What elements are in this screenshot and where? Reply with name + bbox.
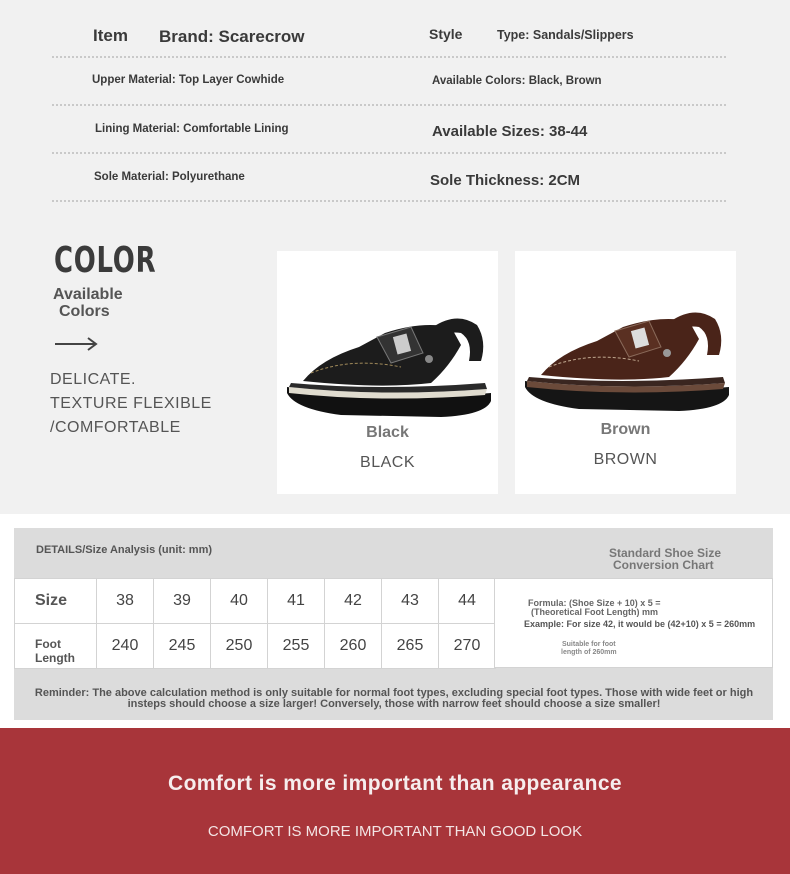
conversion-title-line-1: Standard Shoe Size (609, 546, 722, 560)
conversion-title-line-2: Conversion Chart (613, 558, 714, 572)
foot-length-cell: 255 (268, 624, 325, 669)
size-reminder: Reminder: The above calculation method is only suitable for normal foot types, excluding special foot types. Those with wide feet or high insteps should choose a size larger! Conversely, those with narrow feet should choose a size smaller! (34, 687, 754, 710)
size-cell: 39 (154, 579, 211, 624)
foot-length-row (15, 624, 496, 669)
size-table (14, 578, 496, 669)
size-header: Size (15, 579, 97, 624)
desc-line-1: DELICATE. (50, 371, 136, 388)
suitable-note (561, 641, 617, 657)
sole-thickness-spec: Sole Thickness: 2CM (430, 172, 581, 189)
size-cell: 43 (382, 579, 439, 624)
foot-length-cell: 250 (211, 624, 268, 669)
foot-length-cell: 245 (154, 624, 211, 669)
color-heading: COLOR (54, 240, 157, 281)
color-option-black[interactable] (277, 251, 498, 494)
style-label: Style (429, 26, 463, 42)
formula-box (494, 578, 773, 668)
foot-length-cell: 240 (97, 624, 154, 669)
suitable-line-2: length of 260mm (561, 649, 617, 656)
size-cell: 44 (439, 579, 496, 624)
spec-row (52, 58, 726, 106)
size-row (15, 579, 496, 624)
foot-length-cell: 270 (439, 624, 496, 669)
upper-material-spec: Upper Material: Top Layer Cowhide (92, 74, 285, 86)
black-label: Black (366, 424, 409, 441)
available-line-2: Colors (59, 303, 110, 320)
brown-sublabel: BROWN (593, 451, 658, 468)
desc-line-2: TEXTURE FLEXIBLE (50, 395, 212, 412)
banner-title: Comfort is more important than appearance (168, 772, 622, 795)
material-description (50, 368, 212, 440)
comfort-banner (0, 728, 790, 874)
size-cell: 38 (97, 579, 154, 624)
brand-spec: Brand: Scarecrow (159, 27, 305, 46)
sandal-image (519, 291, 733, 421)
arrow-right-icon (55, 335, 99, 353)
available-sizes-spec: Available Sizes: 38-44 (432, 123, 588, 140)
size-cell: 41 (268, 579, 325, 624)
color-option-brown[interactable] (515, 251, 736, 494)
size-chart (14, 528, 773, 720)
banner-subtitle: COMFORT IS MORE IMPORTANT THAN GOOD LOOK (207, 823, 583, 840)
foot-length-cell: 260 (325, 624, 382, 669)
foot-length-header: Foot Length (15, 624, 97, 669)
size-cell: 42 (325, 579, 382, 624)
sandal-image (281, 297, 495, 427)
spec-row (52, 106, 726, 154)
formula-line-2: (Theoretical Foot Length) mm (531, 607, 658, 617)
black-sublabel: BLACK (360, 454, 415, 471)
brown-label: Brown (600, 421, 651, 438)
spec-row (52, 10, 726, 58)
available-line-1: Available (53, 286, 123, 303)
available-colors-label (53, 286, 123, 320)
spec-row (52, 154, 726, 202)
size-cell: 40 (211, 579, 268, 624)
formula-line-1: Formula: (Shoe Size + 10) x 5 = (528, 598, 661, 608)
type-spec: Type: Sandals/Slippers (497, 28, 634, 42)
available-colors-spec: Available Colors: Black, Brown (432, 75, 602, 87)
size-example: Example: For size 42, it would be (42+10) x 5 = 260mm (524, 619, 756, 629)
lining-material-spec: Lining Material: Comfortable Lining (95, 123, 289, 135)
size-formula (528, 599, 661, 617)
item-label: Item (93, 26, 128, 45)
conversion-chart-title (609, 547, 721, 571)
sole-material-spec: Sole Material: Polyurethane (94, 171, 245, 183)
foot-length-cell: 265 (382, 624, 439, 669)
details-label: DETAILS/Size Analysis (unit: mm) (36, 544, 213, 556)
suitable-line-1: Suitable for foot (561, 641, 616, 648)
desc-line-3: /COMFORTABLE (50, 419, 181, 436)
